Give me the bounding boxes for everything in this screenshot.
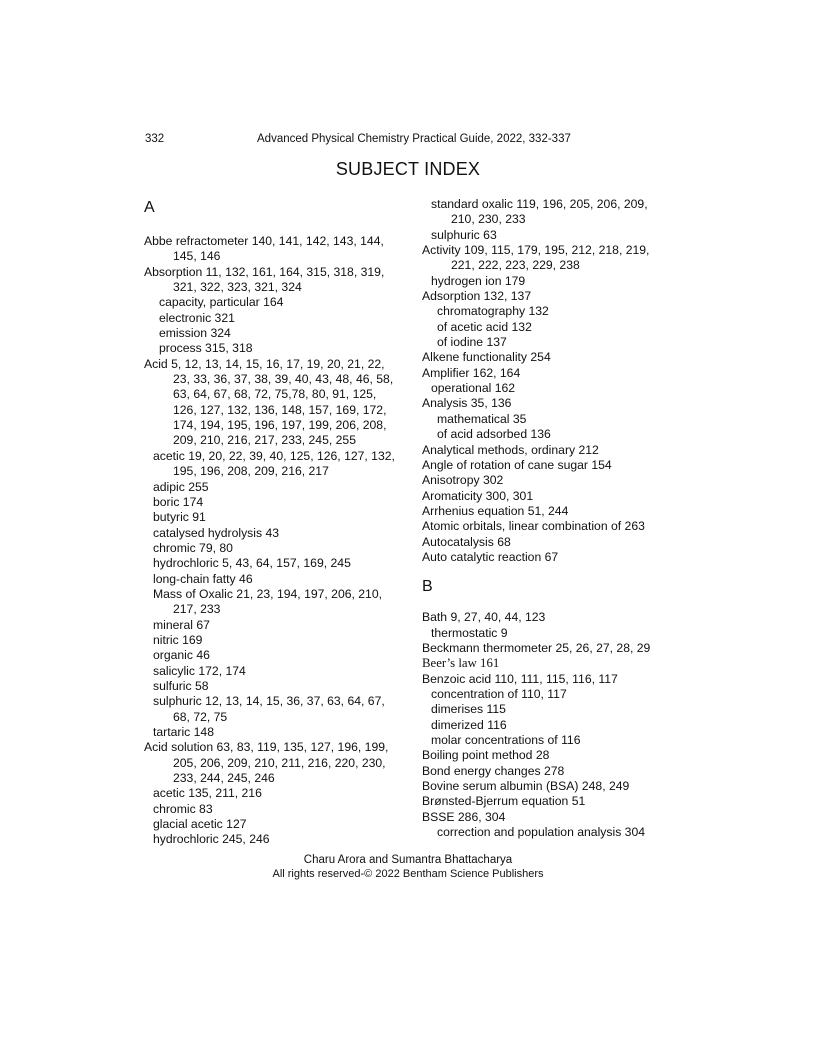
index-entry: mineral 67 bbox=[153, 617, 210, 632]
index-entry: 321, 322, 323, 321, 324 bbox=[173, 280, 302, 295]
index-entry: nitric 169 bbox=[153, 632, 203, 647]
index-entry: 63, 64, 67, 68, 72, 75,78, 80, 91, 125, bbox=[173, 387, 377, 402]
index-entry: Alkene functionality 254 bbox=[422, 350, 551, 365]
index-entry: electronic 321 bbox=[159, 310, 235, 325]
page-title: SUBJECT INDEX bbox=[335, 159, 481, 179]
index-entry: Angle of rotation of cane sugar 154 bbox=[422, 457, 612, 472]
index-entry: 126, 127, 132, 136, 148, 157, 169, 172, bbox=[173, 402, 387, 417]
index-entry: Boiling point method 28 bbox=[422, 748, 550, 763]
index-entry: Amplifier 162, 164 bbox=[422, 365, 521, 380]
running-title: Advanced Physical Chemistry Practical Guide, 2022, 332-337 bbox=[257, 133, 571, 145]
footer-authors: Charu Arora and Sumantra Bhattacharya bbox=[303, 854, 513, 866]
index-entry: 195, 196, 208, 209, 216, 217 bbox=[173, 464, 329, 479]
index-entry: thermostatic 9 bbox=[431, 625, 508, 640]
section-spacer bbox=[422, 597, 682, 610]
index-entry: sulphuric 12, 13, 14, 15, 36, 37, 63, 64, 67, bbox=[153, 694, 385, 709]
index-entry: chromic 83 bbox=[153, 801, 213, 816]
index-entry: sulphuric 63 bbox=[431, 227, 497, 242]
index-entry: hydrochloric 5, 43, 64, 157, 169, 245 bbox=[153, 556, 351, 571]
index-entry: 68, 72, 75 bbox=[173, 709, 228, 724]
index-entry: sulfuric 58 bbox=[153, 678, 209, 693]
index-entry: Anisotropy 302 bbox=[422, 473, 504, 488]
index-entry: operational 162 bbox=[431, 381, 516, 396]
index-entry: of acid adsorbed 136 bbox=[437, 427, 551, 442]
index-entry: Aromaticity 300, 301 bbox=[422, 488, 534, 503]
index-entry: Auto catalytic reaction 67 bbox=[422, 549, 559, 564]
index-entry: Bath 9, 27, 40, 44, 123 bbox=[422, 610, 546, 625]
index-entry: Atomic orbitals, linear combination of 263 bbox=[422, 519, 645, 534]
index-entry: 221, 222, 223, 229, 238 bbox=[451, 258, 580, 273]
index-entries-right-b bbox=[422, 610, 682, 840]
index-entry: Acid solution 63, 83, 119, 135, 127, 196, 199, bbox=[144, 740, 389, 755]
index-entry: standard oxalic 119, 196, 205, 206, 209, bbox=[431, 197, 648, 211]
index-entry: Bond energy changes 278 bbox=[422, 763, 565, 778]
index-entry: 209, 210, 216, 217, 233, 245, 255 bbox=[173, 433, 356, 448]
section-letter-a: A bbox=[144, 199, 155, 216]
section-letter-b: B bbox=[422, 578, 433, 596]
index-entry: acetic 19, 20, 22, 39, 40, 125, 126, 127, 132, bbox=[153, 448, 395, 463]
index-entry: salicylic 172, 174 bbox=[153, 663, 246, 678]
index-entry: acetic 135, 211, 216 bbox=[153, 786, 262, 801]
footer-copyright: All rights reserved-© 2022 Bentham Science Publishers bbox=[272, 868, 544, 880]
index-entry: Beer’s law 161 bbox=[422, 656, 500, 671]
index-entry: process 315, 318 bbox=[159, 341, 253, 356]
index-entry: of acetic acid 132 bbox=[437, 319, 532, 334]
index-entries-left bbox=[144, 234, 412, 848]
index-entry: hydrochloric 245, 246 bbox=[153, 832, 270, 847]
index-entry: Abbe refractometer 140, 141, 142, 143, 144, bbox=[144, 234, 384, 248]
index-entry: concentration of 110, 117 bbox=[431, 686, 567, 701]
index-entry: 23, 33, 36, 37, 38, 39, 40, 43, 48, 46, 58, bbox=[173, 372, 394, 387]
index-entry: 233, 244, 245, 246 bbox=[173, 771, 275, 786]
index-entry: Benzoic acid 110, 111, 115, 116, 117 bbox=[422, 671, 618, 686]
index-entry: Bovine serum albumin (BSA) 248, 249 bbox=[422, 779, 630, 794]
index-entry: emission 324 bbox=[159, 326, 231, 341]
index-entry: mathematical 35 bbox=[437, 411, 527, 426]
index-entry: 205, 206, 209, 210, 211, 216, 220, 230, bbox=[173, 755, 386, 770]
index-entry: Analytical methods, ordinary 212 bbox=[422, 442, 599, 457]
index-entry: Beckmann thermometer 25, 26, 27, 28, 29 bbox=[422, 640, 651, 655]
index-entries-right-a bbox=[422, 197, 682, 565]
index-entry: Mass of Oxalic 21, 23, 194, 197, 206, 210, bbox=[153, 586, 382, 601]
index-entry: hydrogen ion 179 bbox=[431, 273, 526, 288]
page-number: 332 bbox=[145, 133, 165, 145]
index-entry: Acid 5, 12, 13, 14, 15, 16, 17, 19, 20, 21, 22, bbox=[144, 356, 385, 371]
index-entry: BSSE 286, 304 bbox=[422, 809, 506, 824]
index-entry: 217, 233 bbox=[173, 602, 221, 617]
index-entry: 210, 230, 233 bbox=[451, 212, 526, 227]
index-entry: butyric 91 bbox=[153, 510, 206, 525]
section-spacer bbox=[144, 218, 412, 234]
index-entry: 174, 194, 195, 196, 197, 199, 206, 208, bbox=[173, 418, 387, 433]
index-column-left bbox=[144, 197, 412, 848]
index-entry: Arrhenius equation 51, 244 bbox=[422, 503, 569, 518]
index-entry: tartaric 148 bbox=[153, 725, 214, 739]
index-entry: chromatography 132 bbox=[437, 304, 549, 319]
index-entry: boric 174 bbox=[153, 494, 204, 509]
index-entry: adipic 255 bbox=[153, 479, 209, 494]
index-entry: Brønsted-Bjerrum equation 51 bbox=[422, 794, 586, 809]
index-entry: catalysed hydrolysis 43 bbox=[153, 525, 279, 540]
index-entry: glacial acetic 127 bbox=[153, 817, 247, 832]
index-entry: capacity, particular 164 bbox=[159, 295, 284, 310]
index-entry: molar concentrations of 116 bbox=[431, 733, 581, 747]
index-entry: dimerises 115 bbox=[431, 702, 506, 717]
index-entry: Adsorption 132, 137 bbox=[422, 289, 532, 304]
index-entry: Activity 109, 115, 179, 195, 212, 218, 219, bbox=[422, 243, 650, 258]
index-column-right bbox=[422, 197, 682, 840]
section-spacer bbox=[422, 565, 682, 576]
index-entry: Autocatalysis 68 bbox=[422, 534, 511, 549]
index-entry: Absorption 11, 132, 161, 164, 315, 318, 319, bbox=[144, 264, 385, 279]
index-entry: organic 46 bbox=[153, 648, 210, 663]
index-entry: of iodine 137 bbox=[437, 335, 507, 350]
index-entry: chromic 79, 80 bbox=[153, 540, 233, 555]
index-entry: correction and population analysis 304 bbox=[437, 825, 646, 840]
index-entry: 145, 146 bbox=[173, 249, 221, 264]
index-entry: dimerized 116 bbox=[431, 717, 507, 732]
index-entry: Analysis 35, 136 bbox=[422, 396, 512, 411]
index-entry: long-chain fatty 46 bbox=[153, 571, 253, 586]
